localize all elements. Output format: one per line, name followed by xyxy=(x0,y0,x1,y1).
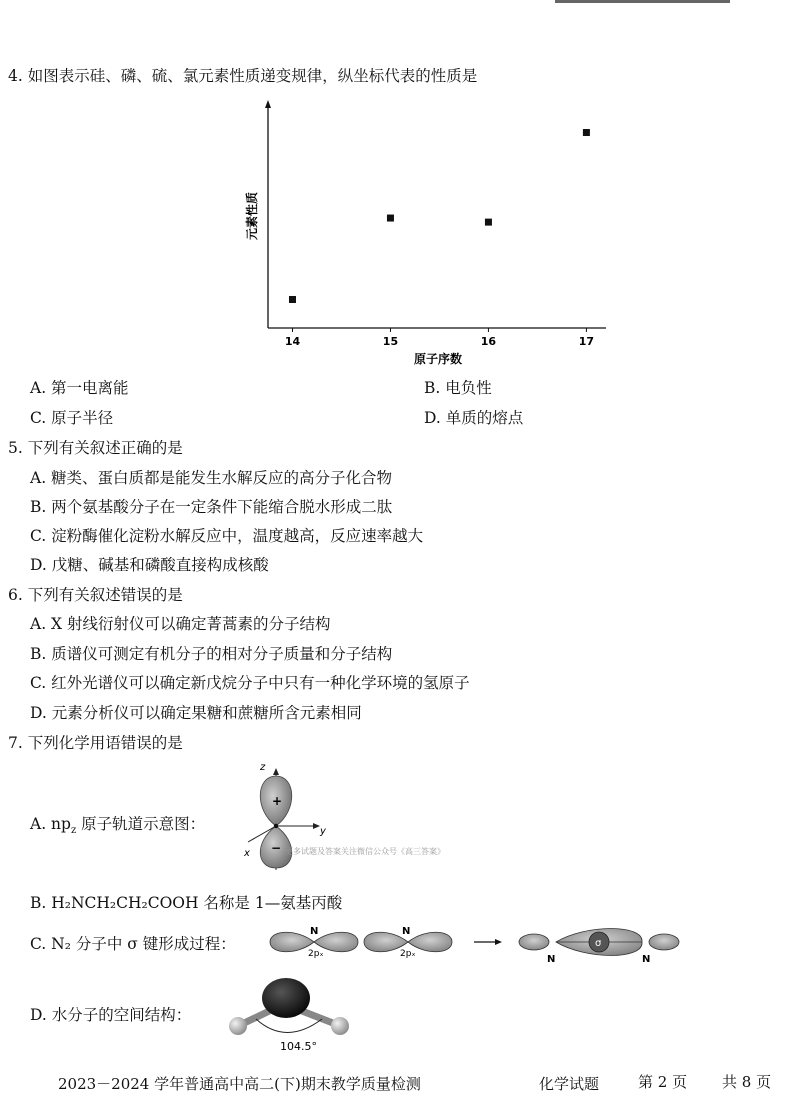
q6-option-b: B. 质谱仪可测定有机分子的相对分子质量和分子结构 xyxy=(30,645,393,663)
plus-sign: + xyxy=(272,794,283,808)
q7-option-a xyxy=(30,812,205,836)
n-label-1: N xyxy=(310,926,319,937)
data-point-16 xyxy=(485,219,492,226)
q7-option-a-rest: 原子轨道示意图： xyxy=(76,815,206,833)
footer-title: 2023－2024 学年普通高中高二(下)期末教学质量检测 xyxy=(58,1075,421,1093)
n-label-3: N xyxy=(547,954,556,965)
bond-angle-label: 104.5° xyxy=(280,1040,317,1052)
q6-option-c: C. 红外光谱仪可以确定新戊烷分子中只有一种化学环境的氢原子 xyxy=(30,674,470,692)
q6-stem: 6. 下列有关叙述错误的是 xyxy=(8,586,183,604)
q5-option-b: B. 两个氨基酸分子在一定条件下能缩合脱水形成二肽 xyxy=(30,498,393,516)
q4-chart xyxy=(238,98,608,368)
x-tick-label-14: 14 xyxy=(284,335,301,348)
footer-total: 共 8 页 xyxy=(722,1073,772,1091)
x-tick-label-16: 16 xyxy=(480,335,497,348)
q7-option-c: C. N₂ 分子中 σ 键形成过程： xyxy=(30,935,236,953)
q5-option-c: C. 淀粉酶催化淀粉水解反应中，温度越高，反应速率越大 xyxy=(30,527,424,545)
water-molecule-diagram xyxy=(218,974,368,1052)
data-point-15 xyxy=(387,215,394,222)
sigma-label: σ xyxy=(595,938,602,949)
footer-subject: 化学试题 xyxy=(539,1075,600,1093)
q7-stem: 7. 下列化学用语错误的是 xyxy=(8,734,183,752)
x-axis-label: 原子序数 xyxy=(413,352,463,366)
data-point-14 xyxy=(289,296,296,303)
q4-option-b: B. 电负性 xyxy=(424,379,492,397)
q4-option-d: D. 单质的熔点 xyxy=(424,409,524,427)
q4-option-c: C. 原子半径 xyxy=(30,409,114,427)
data-point-17 xyxy=(583,129,590,136)
q7-option-d: D. 水分子的空间结构： xyxy=(30,1006,192,1024)
q4-option-a: A. 第一电离能 xyxy=(30,379,129,397)
n-label-4: N xyxy=(642,954,651,965)
orbital-label-2: 2pₓ xyxy=(400,949,416,959)
watermark-text: 更多试题及答案关注微信公众号《高三答案》 xyxy=(285,847,445,856)
q4-stem: 4. 如图表示硅、磷、硫、氯元素性质递变规律，纵坐标代表的性质是 xyxy=(8,67,478,85)
q7-option-a-sub: z xyxy=(70,825,77,837)
n-label-2: N xyxy=(402,926,411,937)
n2-sigma-bond-diagram xyxy=(266,918,686,968)
x-tick-label-17: 17 xyxy=(578,335,595,348)
q5-option-a: A. 糖类、蛋白质都是能发生水解反应的高分子化合物 xyxy=(30,469,393,487)
q7-option-a-prefix: A. np xyxy=(30,815,71,833)
x-tick-label-15: 15 xyxy=(382,335,399,348)
top-edge-mark xyxy=(555,0,730,3)
y-axis-orbital-label: y xyxy=(320,826,326,837)
x-axis-orbital-label: x xyxy=(244,848,250,859)
minus-sign: − xyxy=(271,841,282,855)
y-axis-label: 元素性质 xyxy=(245,191,259,241)
footer-page: 第 2 页 xyxy=(638,1073,688,1091)
q7-option-b: B. H₂NCH₂CH₂COOH 名称是 1—氨基丙酸 xyxy=(30,894,343,912)
q6-option-a: A. X 射线衍射仪可以确定菁蒿素的分子结构 xyxy=(30,615,331,633)
orbital-label-1: 2pₓ xyxy=(308,949,324,959)
z-axis-label: z xyxy=(260,762,266,773)
q5-option-d: D. 戊糖、碱基和磷酸直接构成核酸 xyxy=(30,556,269,574)
q6-option-d: D. 元素分析仪可以确定果糖和蔗糖所含元素相同 xyxy=(30,704,362,722)
q5-stem: 5. 下列有关叙述正确的是 xyxy=(8,439,183,457)
